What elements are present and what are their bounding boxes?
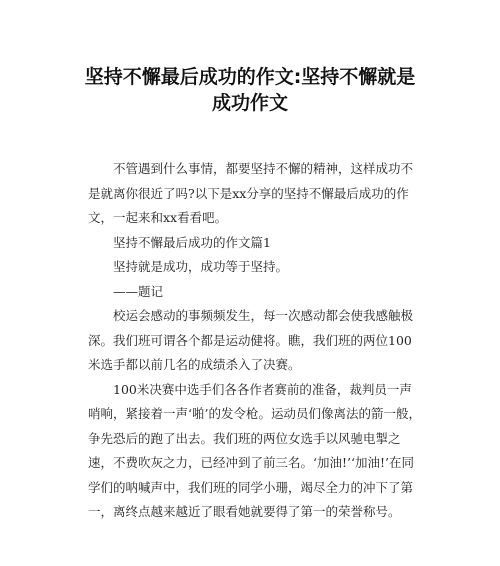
title-line-2: 成功作文 — [211, 92, 288, 114]
paragraph-heading: 坚持不懈最后成功的作文篇1 — [113, 234, 271, 250]
title-line-1: 坚持不懈最后成功的作文:坚持不懈就是 — [84, 66, 416, 88]
document-title — [70, 64, 430, 116]
document-body — [88, 157, 422, 525]
paragraph-body-1: 校运会感动的事频频发生，每一次感动都会使我感触极深。我们班可谓各个都是运动健将。瞧，我们班的两位100米选手都以前几名的成绩杀入了决赛。 — [88, 308, 414, 372]
paragraph-body-2: 100米决赛中选手们各各作者赛前的准备，裁判员一声哨响，紧接着一声‘啪’的发令枪。运动员们像离法的箭一般，争先恐后的跑了出去。我们班的两位女选手以风驰电掣之速，不费吹灰之力，已经冲到了前三名。‘加油!’‘加油!’在同学们的呐喊声中，我们班的同学小珊，竭尽全力的冲下了第一，离终点越来越近了眼看她就要得了第一的荣誉称号。 — [88, 381, 421, 519]
paragraph-motto: 坚持就是成功，成功等于坚持。 — [113, 259, 289, 274]
paragraph-intro: 不管遇到什么事情，都要坚持不懈的精神，这样成功不是就离你很近了吗?以下是xx分享的坚持不懈最后成功的作文，一起来和xx看看吧。 — [88, 161, 414, 225]
paragraph-epigraph: ——题记 — [113, 283, 164, 299]
